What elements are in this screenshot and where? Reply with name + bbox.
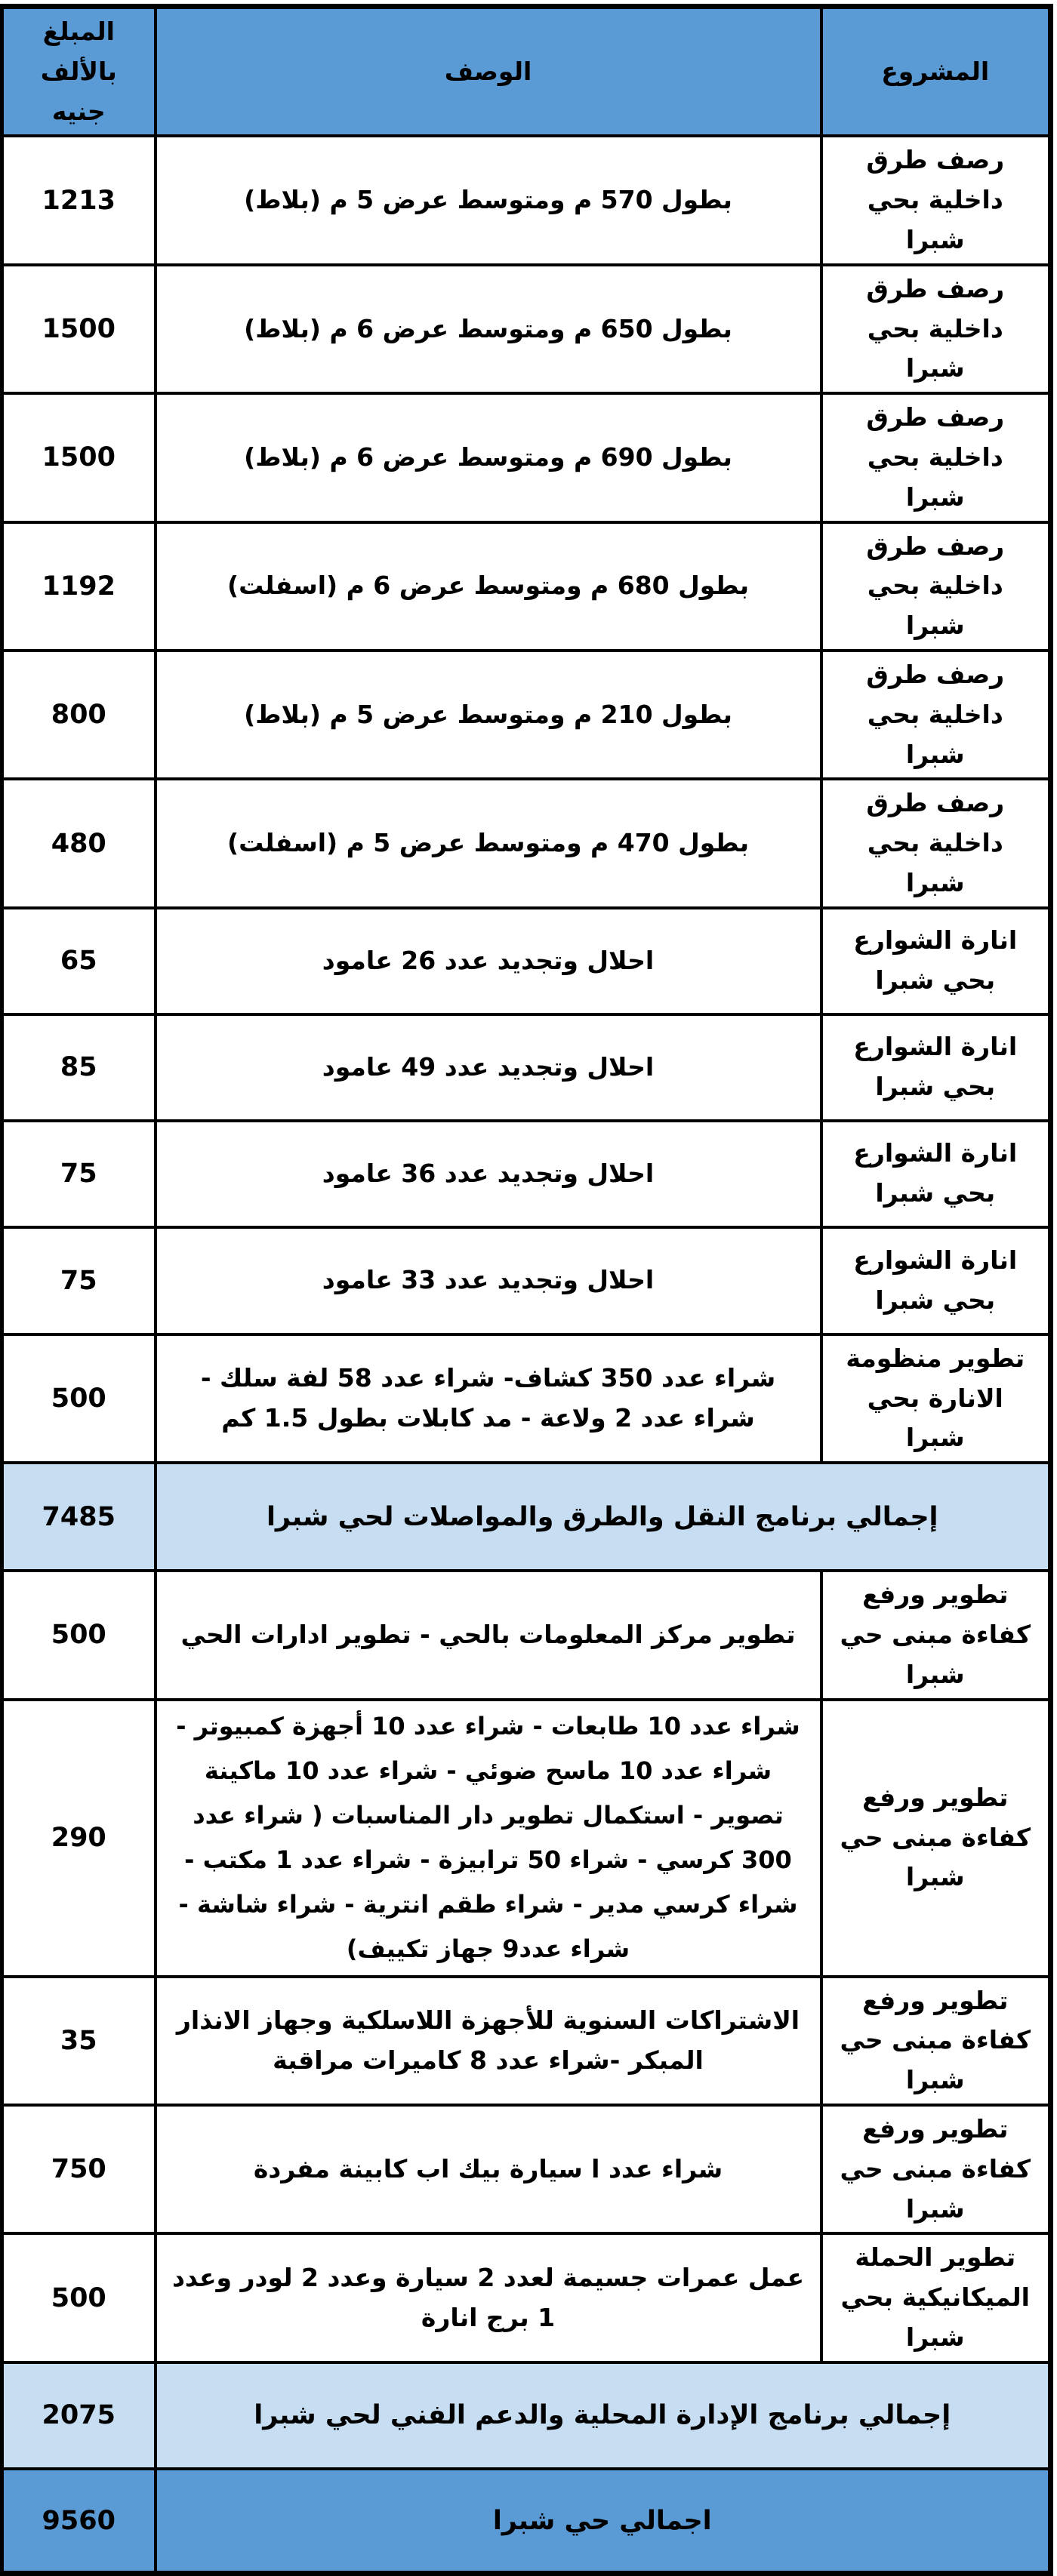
- table-row: [2, 908, 1051, 1014]
- table-row: [2, 265, 1051, 393]
- summary-amount-cell: 7485: [2, 1463, 156, 1571]
- summary-label-cell: إجمالي برنامج الإدارة المحلية والدعم الفني لحي شبرا: [156, 2362, 1051, 2469]
- project-cell: رصف طرق داخلية بحي شبرا: [821, 136, 1051, 264]
- summary-row: [2, 1463, 1051, 1571]
- table-row: [2, 393, 1051, 522]
- project-cell: رصف طرق داخلية بحي شبرا: [821, 393, 1051, 522]
- amount-cell: 65: [2, 908, 156, 1014]
- total-amount-cell: 9560: [2, 2469, 156, 2574]
- description-cell: عمل عمرات جسيمة لعدد 2 سيارة وعدد 2 لودر وعدد 1 برج انارة: [156, 2233, 821, 2362]
- project-cell: تطوير ورفع كفاءة مبنى حي شبرا: [821, 2105, 1051, 2233]
- project-cell: انارة الشوارع بحي شبرا: [821, 1227, 1051, 1334]
- description-cell: احلال وتجديد عدد 26 عامود: [156, 908, 821, 1014]
- amount-cell: 750: [2, 2105, 156, 2233]
- table-row: [2, 136, 1051, 264]
- amount-cell: 35: [2, 1977, 156, 2105]
- amount-cell: 480: [2, 779, 156, 907]
- table-row: [2, 1014, 1051, 1121]
- summary-label-cell: إجمالي برنامج النقل والطرق والمواصلات لحي شبرا: [156, 1463, 1051, 1571]
- amount-cell: 500: [2, 1571, 156, 1699]
- table-row: [2, 1334, 1051, 1463]
- project-cell: رصف طرق داخلية بحي شبرا: [821, 522, 1051, 651]
- header-amount: المبلغ بالألف جنيه: [2, 7, 156, 137]
- amount-cell: 800: [2, 651, 156, 779]
- table-header-row: [2, 7, 1051, 137]
- amount-cell: 1192: [2, 522, 156, 651]
- amount-cell: 1500: [2, 265, 156, 393]
- description-cell: الاشتراكات السنوية للأجهزة اللاسلكية وجهاز الانذار المبكر -شراء عدد 8 كاميرات مراقبة: [156, 1977, 821, 2105]
- table-row: [2, 1977, 1051, 2105]
- project-cell: انارة الشوارع بحي شبرا: [821, 1121, 1051, 1227]
- description-cell: شراء عدد ا سيارة بيك اب كابينة مفردة: [156, 2105, 821, 2233]
- budget-table: [0, 4, 1053, 2576]
- table-row: [2, 522, 1051, 651]
- total-label-cell: اجمالي حي شبرا: [156, 2469, 1051, 2574]
- project-cell: رصف طرق داخلية بحي شبرا: [821, 265, 1051, 393]
- table-row: [2, 1700, 1051, 1977]
- table-row: [2, 1571, 1051, 1699]
- description-cell: تطوير مركز المعلومات بالحي - تطوير ادارات الحي: [156, 1571, 821, 1699]
- project-cell: انارة الشوارع بحي شبرا: [821, 1014, 1051, 1121]
- description-cell: بطول 470 م ومتوسط عرض 5 م (اسفلت): [156, 779, 821, 907]
- amount-cell: 75: [2, 1121, 156, 1227]
- description-cell: بطول 690 م ومتوسط عرض 6 م (بلاط): [156, 393, 821, 522]
- project-cell: تطوير ورفع كفاءة مبنى حي شبرا: [821, 1571, 1051, 1699]
- table-row: [2, 779, 1051, 907]
- total-row: [2, 2469, 1051, 2574]
- summary-amount-cell: 2075: [2, 2362, 156, 2469]
- project-cell: رصف طرق داخلية بحي شبرا: [821, 651, 1051, 779]
- amount-cell: 290: [2, 1700, 156, 1977]
- table-row: [2, 2105, 1051, 2233]
- summary-row: [2, 2362, 1051, 2469]
- amount-cell: 85: [2, 1014, 156, 1121]
- project-cell: رصف طرق داخلية بحي شبرا: [821, 779, 1051, 907]
- table-row: [2, 2233, 1051, 2362]
- table-row: [2, 651, 1051, 779]
- description-cell: بطول 680 م ومتوسط عرض 6 م (اسفلت): [156, 522, 821, 651]
- amount-cell: 1500: [2, 393, 156, 522]
- header-description: الوصف: [156, 7, 821, 137]
- amount-cell: 500: [2, 1334, 156, 1463]
- project-cell: تطوير ورفع كفاءة مبنى حي شبرا: [821, 1700, 1051, 1977]
- amount-cell: 75: [2, 1227, 156, 1334]
- description-cell: شراء عدد 350 كشاف- شراء عدد 58 لفة سلك - شراء عدد 2 ولاعة - مد كابلات بطول 1.5 كم: [156, 1334, 821, 1463]
- table-row: [2, 1227, 1051, 1334]
- description-cell: بطول 570 م ومتوسط عرض 5 م (بلاط): [156, 136, 821, 264]
- project-cell: تطوير ورفع كفاءة مبنى حي شبرا: [821, 1977, 1051, 2105]
- table-row: [2, 1121, 1051, 1227]
- amount-cell: 500: [2, 2233, 156, 2362]
- description-cell: احلال وتجديد عدد 49 عامود: [156, 1014, 821, 1121]
- description-cell: بطول 210 م ومتوسط عرض 5 م (بلاط): [156, 651, 821, 779]
- description-cell: احلال وتجديد عدد 36 عامود: [156, 1121, 821, 1227]
- project-cell: تطوير منظومة الانارة بحي شبرا: [821, 1334, 1051, 1463]
- project-cell: انارة الشوارع بحي شبرا: [821, 908, 1051, 1014]
- project-cell: تطوير الحملة الميكانيكية بحي شبرا: [821, 2233, 1051, 2362]
- description-cell: شراء عدد 10 طابعات - شراء عدد 10 أجهزة كمبيوتر - شراء عدد 10 ماسح ضوئي - شراء عدد 10 ماكينة تصوير - استكمال تطوير دار المناسبات ( شراء عدد 300 كرسي - شراء 50 ترابيزة - شراء عدد 1 مكتب - شراء كرسي مدير - شراء طقم انترية - شراء شاشة - شراء عدد9 جهاز تكييف): [156, 1700, 821, 1977]
- header-project: المشروع: [821, 7, 1051, 137]
- amount-cell: 1213: [2, 136, 156, 264]
- description-cell: احلال وتجديد عدد 33 عامود: [156, 1227, 821, 1334]
- description-cell: بطول 650 م ومتوسط عرض 6 م (بلاط): [156, 265, 821, 393]
